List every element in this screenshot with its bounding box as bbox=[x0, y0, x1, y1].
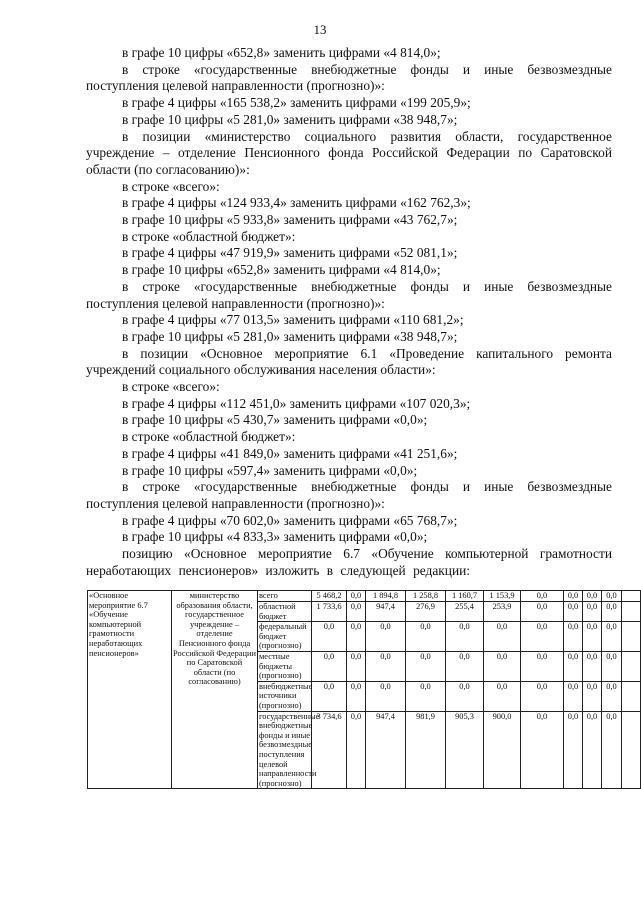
value-cell: 1 894,8 bbox=[366, 591, 406, 602]
value-cell: 1 733,6 bbox=[312, 602, 347, 622]
value-cell: 3 734,6 bbox=[312, 711, 347, 789]
amendment-text bbox=[86, 45, 612, 580]
value-cell: 947,4 bbox=[366, 711, 406, 789]
source-cell: всего bbox=[258, 591, 312, 602]
value-cell: 0,0 bbox=[312, 651, 347, 681]
paragraph: в графе 4 цифры «47 919,9» заменить цифрами «52 081,1»; bbox=[122, 245, 458, 261]
value-cell: 0,0 bbox=[564, 622, 583, 652]
source-cell: областной бюджет bbox=[258, 602, 312, 622]
value-cell: 0,0 bbox=[521, 602, 564, 622]
paragraph: в строке «государственные внебюджетные фонды и иные безвозмездные поступления целевой направленности (прогнозно)»: bbox=[86, 278, 612, 311]
paragraph: в графе 4 цифры «165 538,2» заменить цифрами «199 205,9»; bbox=[122, 95, 471, 111]
value-cell: 0,0 bbox=[583, 591, 602, 602]
value-cell: 0,0 bbox=[521, 651, 564, 681]
value-cell: 0,0 bbox=[347, 622, 366, 652]
value-cell: 0,0 bbox=[564, 651, 583, 681]
paragraph: в графе 4 цифры «124 933,4» заменить цифрами «162 762,3»; bbox=[122, 195, 471, 211]
value-cell: 0,0 bbox=[583, 681, 602, 711]
value-cell: 947,4 bbox=[366, 602, 406, 622]
value-cell-empty bbox=[622, 681, 641, 711]
paragraph: позицию «Основное мероприятие 6.7 «Обучение компьютерной грамотности неработающих пенсионеров» изложить в следующей редакции: bbox=[86, 546, 612, 578]
paragraph: в графе 10 цифры «597,4» заменить цифрами «0,0»; bbox=[122, 462, 418, 478]
paragraph: в строке «областной бюджет»: bbox=[122, 429, 296, 445]
value-cell: 0,0 bbox=[446, 681, 484, 711]
paragraph: в графе 10 цифры «5 933,8» заменить цифрами «43 762,7»; bbox=[122, 212, 458, 228]
value-cell: 0,0 bbox=[564, 591, 583, 602]
value-cell: 0,0 bbox=[347, 602, 366, 622]
paragraph: в графе 10 цифры «5 281,0» заменить цифрами «38 948,7»; bbox=[122, 111, 458, 127]
value-cell: 0,0 bbox=[602, 651, 622, 681]
value-cell: 0,0 bbox=[366, 681, 406, 711]
paragraph: в строке «всего»: bbox=[122, 379, 220, 395]
value-cell: 5 468,2 bbox=[312, 591, 347, 602]
value-cell: 0,0 bbox=[564, 711, 583, 789]
source-cell: федеральный бюджет (прогнозно) bbox=[258, 622, 312, 652]
value-cell: 0,0 bbox=[583, 711, 602, 789]
source-cell: местные бюджеты (прогнозно) bbox=[258, 651, 312, 681]
paragraph: в графе 10 цифры «4 833,3» заменить цифрами «0,0»; bbox=[122, 529, 428, 545]
value-cell: 900,0 bbox=[484, 711, 521, 789]
value-cell: 0,0 bbox=[484, 651, 521, 681]
value-cell: 1 153,9 bbox=[484, 591, 521, 602]
value-cell: 276,9 bbox=[406, 602, 446, 622]
value-cell: 1 258,8 bbox=[406, 591, 446, 602]
value-cell: 0,0 bbox=[564, 681, 583, 711]
paragraph: в строке «государственные внебюджетные фонды и иные безвозмездные поступления целевой направленности (прогнозно)»: bbox=[86, 479, 612, 511]
value-cell: 0,0 bbox=[406, 622, 446, 652]
value-cell-empty bbox=[622, 602, 641, 622]
paragraph: в графе 10 цифры «5 430,7» заменить цифрами «0,0»; bbox=[122, 412, 428, 428]
paragraph: в графе 4 цифры «112 451,0» заменить цифрами «107 020,3»; bbox=[122, 395, 471, 411]
value-cell: 905,3 bbox=[446, 711, 484, 789]
value-cell: 0,0 bbox=[602, 622, 622, 652]
paragraph: в графе 4 цифры «70 602,0» заменить цифрами «65 768,7»; bbox=[122, 512, 458, 528]
value-cell: 0,0 bbox=[602, 602, 622, 622]
value-cell: 0,0 bbox=[406, 651, 446, 681]
value-cell: 0,0 bbox=[602, 681, 622, 711]
paragraph: в строке «государственные внебюджетные фонды и иные безвозмездные поступления целевой направленности (прогнозно)»: bbox=[86, 61, 612, 94]
value-cell-empty bbox=[622, 711, 641, 789]
value-cell: 0,0 bbox=[484, 681, 521, 711]
value-cell: 1 160,7 bbox=[446, 591, 484, 602]
paragraph: в графе 10 цифры «5 281,0» заменить цифрами «38 948,7»; bbox=[122, 328, 458, 344]
value-cell-empty bbox=[622, 651, 641, 681]
source-cell: внебюджетные источники (прогнозно) bbox=[259, 681, 313, 710]
value-cell: 0,0 bbox=[347, 591, 366, 602]
value-cell: 0,0 bbox=[406, 681, 446, 711]
paragraph: в графе 10 цифры «652,8» заменить цифрами «4 814,0»; bbox=[122, 45, 441, 60]
value-cell: 981,9 bbox=[406, 711, 446, 789]
paragraph: в графе 4 цифры «41 849,0» заменить цифрами «41 251,6»; bbox=[122, 445, 458, 461]
value-cell: 0,0 bbox=[521, 681, 564, 711]
value-cell: 255,4 bbox=[446, 602, 484, 622]
value-cell: 0,0 bbox=[583, 602, 602, 622]
source-cell: государственные внебюджетные фонды и иные безвозмездные поступления целевой направленности (прогнозно) bbox=[259, 711, 320, 788]
value-cell: 0,0 bbox=[347, 711, 366, 789]
measure-cell: «Основное мероприятие 6.7 «Обучение компьютерной грамотности неработающих пенсионеров» bbox=[88, 591, 172, 789]
paragraph: в графе 10 цифры «652,8» заменить цифрами «4 814,0»; bbox=[122, 262, 441, 278]
executor-cell: министерство образования области, государственное учреждение – отделение Пенсионного фонда Российской Федерации по Саратовской области (по согласованию) bbox=[172, 591, 258, 789]
value-cell: 0,0 bbox=[521, 622, 564, 652]
page-number: 13 bbox=[313, 22, 327, 37]
value-cell: 0,0 bbox=[602, 711, 622, 789]
funding-table bbox=[87, 590, 641, 789]
value-cell: 0,0 bbox=[312, 681, 347, 711]
value-cell: 0,0 bbox=[602, 591, 622, 602]
value-cell: 0,0 bbox=[484, 622, 521, 652]
paragraph: в графе 4 цифры «77 013,5» заменить цифрами «110 681,2»; bbox=[122, 312, 464, 328]
value-cell: 0,0 bbox=[446, 622, 484, 652]
value-cell: 0,0 bbox=[366, 651, 406, 681]
paragraph: в позиции «Основное мероприятие 6.1 «Проведение капитального ремонта учреждений социального обслуживания населения области»: bbox=[86, 345, 612, 378]
value-cell: 0,0 bbox=[347, 651, 366, 681]
value-cell: 0,0 bbox=[312, 622, 347, 652]
table-row bbox=[88, 591, 641, 602]
paragraph: в позиции «министерство социального развития области, государственное учреждение – отделение Пенсионного фонда Российской Федерации по Саратовской области (по согласованию)»: bbox=[86, 128, 612, 177]
value-cell: 0,0 bbox=[521, 591, 564, 602]
value-cell: 0,0 bbox=[564, 602, 583, 622]
paragraph: в строке «всего»: bbox=[122, 178, 220, 194]
paragraph: в строке «областной бюджет»: bbox=[122, 228, 296, 244]
value-cell: 0,0 bbox=[583, 622, 602, 652]
value-cell-empty bbox=[622, 622, 641, 652]
value-cell: 253,9 bbox=[484, 602, 521, 622]
value-cell: 0,0 bbox=[583, 651, 602, 681]
value-cell: 0,0 bbox=[521, 711, 564, 789]
value-cell-empty bbox=[622, 591, 641, 602]
value-cell: 0,0 bbox=[366, 622, 406, 652]
value-cell: 0,0 bbox=[347, 681, 366, 711]
value-cell: 0,0 bbox=[446, 651, 484, 681]
